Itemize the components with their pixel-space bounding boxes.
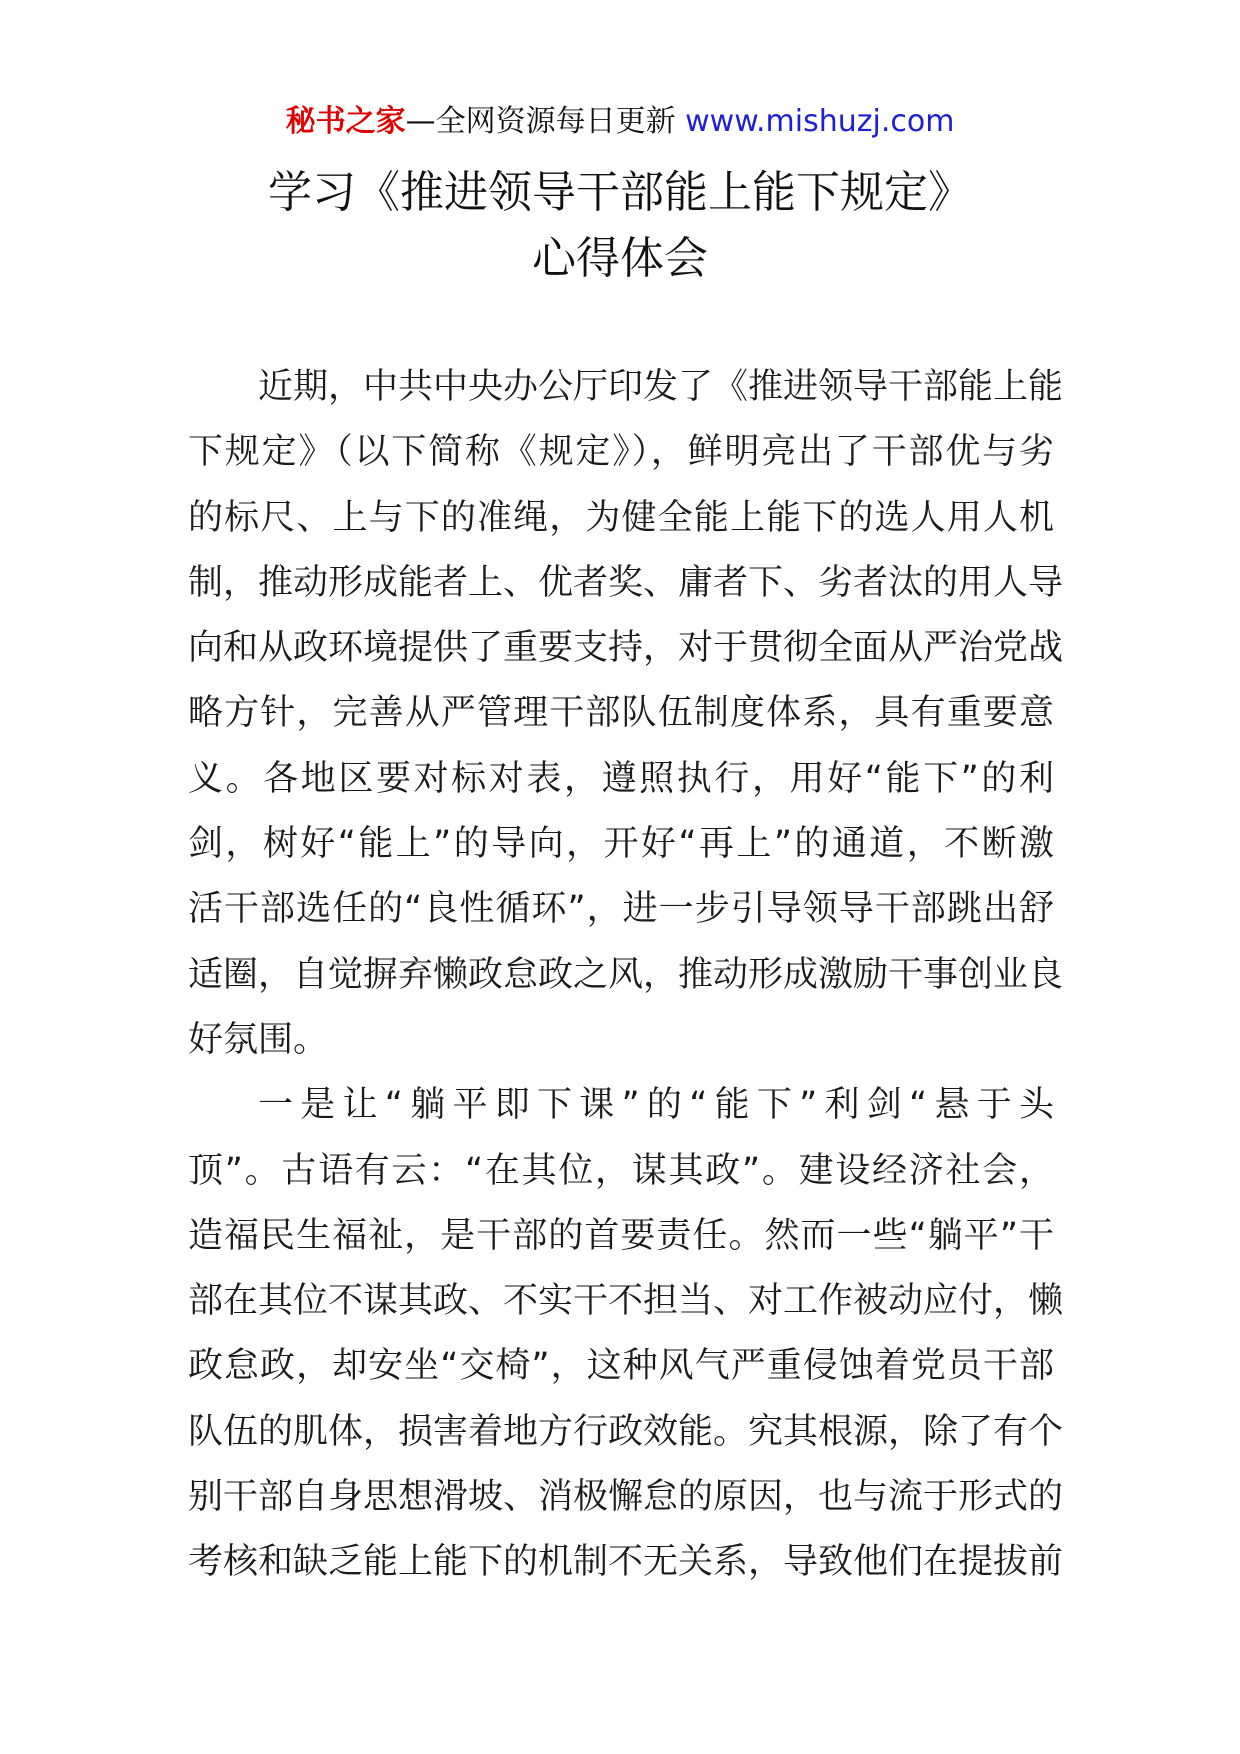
title-line-2: 心得体会 xyxy=(532,233,708,284)
paragraph-line: 向和从政环境提供了重要支持，对于贯彻全面从严治党战 xyxy=(188,628,1064,669)
paragraph-line: 的标尺、上与下的准绳，为健全能上能下的选人用人机 xyxy=(188,497,1054,538)
paragraph-line: 近期，中共中央办公厅印发了《推进领导干部能上能 xyxy=(258,367,1064,407)
paragraph-line: 好氛围。 xyxy=(188,1019,329,1060)
paragraph-line: 活干部选任的“良性循环”，进一步引导领导干部跳出舒 xyxy=(188,889,1054,930)
document-body xyxy=(188,355,1064,1596)
brand-name: 秘书之家 xyxy=(285,104,406,139)
paragraph-line: 政怠政，却安坐“交椅”，这种风气严重侵蚀着党员干部 xyxy=(188,1346,1054,1387)
paragraph-line: 下规定》（以下简称《规定》），鲜明亮出了干部优与劣 xyxy=(188,432,1054,473)
header-tagline: —全网资源每日更新 xyxy=(405,104,676,139)
paragraph-line: 略方针，完善从严管理干部队伍制度体系，具有重要意 xyxy=(188,693,1054,734)
paragraph-line: 制，推动形成能者上、优者奖、庸者下、劣者汰的用人导 xyxy=(188,562,1064,603)
paragraph-line: 剑，树好“能上”的导向，开好“再上”的通道，不断激 xyxy=(188,824,1054,865)
paragraph-line: 顶”。古语有云：“在其位，谋其政”。建设经济社会， xyxy=(188,1150,1054,1191)
paragraph-line: 适圈，自觉摒弃懒政怠政之风，推动形成激励干事创业良 xyxy=(188,954,1064,995)
site-url-link[interactable]: www.mishuzj.com xyxy=(685,104,955,139)
paragraph-line: 队伍的肌体，损害着地方行政效能。究其根源，除了有个 xyxy=(188,1411,1064,1452)
paragraph-2 xyxy=(188,1073,1064,1595)
paragraph-1 xyxy=(188,355,1064,1073)
paragraph-line: 义。各地区要对标对表，遵照执行，用好“能下”的利 xyxy=(188,758,1054,799)
header-banner xyxy=(0,100,1240,144)
paragraph-line: 一是让“躺平即下课”的“能下”利剑“悬于头 xyxy=(258,1085,1054,1126)
paragraph-line: 别干部自身思想滑坡、消极懈怠的原因，也与流于形式的 xyxy=(188,1477,1064,1518)
paragraph-line: 部在其位不谋其政、不实干不担当、对工作被动应付，懒 xyxy=(188,1281,1064,1322)
document-title xyxy=(0,160,1240,292)
paragraph-line: 考核和缺乏能上能下的机制不无关系，导致他们在提拔前 xyxy=(188,1542,1064,1583)
paragraph-line: 造福民生福祉，是干部的首要责任。然而一些“躺平”干 xyxy=(188,1215,1054,1256)
title-line-1: 学习《推进领导干部能上能下规定》 xyxy=(268,167,972,218)
